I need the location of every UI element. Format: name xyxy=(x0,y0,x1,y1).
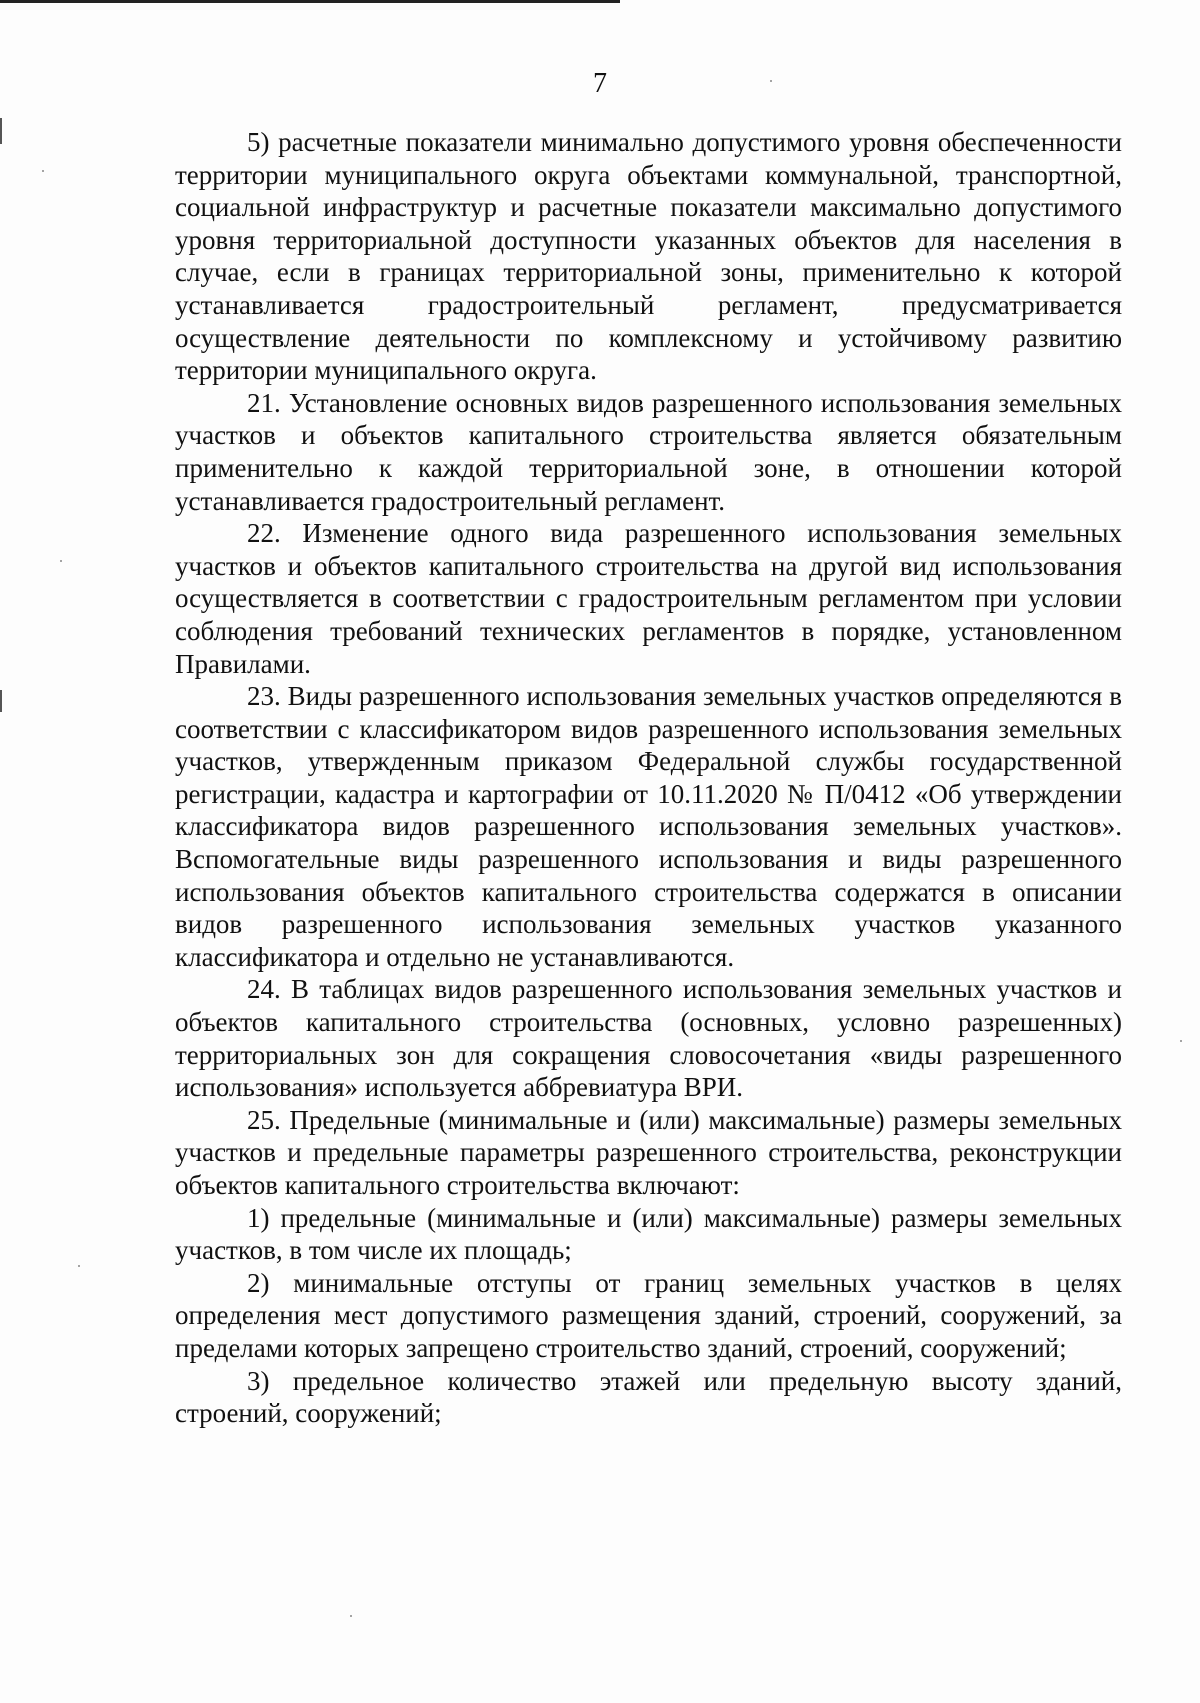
page-number: 7 xyxy=(593,68,607,99)
paragraph-24: 24. В таблицах видов разрешенного использования земельных участков и объектов капитального строительства (основных, условно разрешенных) территориальных зон для сокращения словосочетания «виды разрешенного использования» используется аббревиатура ВРИ. xyxy=(175,974,1122,1103)
paragraph-22: 22. Изменение одного вида разрешенного использования земельных участков и объектов капитального строительства на другой вид использования осуществляется в соответствии с градостроительным регламентом при условии соблюдения требований технических регламентов в порядке, установленном Правилами. xyxy=(175,518,1122,679)
scan-edge-mark xyxy=(0,118,2,144)
paragraph-25: 25. Предельные (минимальные и (или) максимальные) размеры земельных участков и предельные параметры разрешенного строительства, реконструкции объектов капитального строительства включают: xyxy=(175,1104,1122,1200)
paragraph-21: 21. Установление основных видов разрешенного использования земельных участков и объектов капитального строительства является обязательным применительно к каждой территориальной зоне, в отношении которой устанавливается градостроительный регламент. xyxy=(175,387,1122,516)
paragraph-item-5: 5) расчетные показатели минимально допустимого уровня обеспеченности территории муниципального округа объектами коммунальной, транспортной, социальной инфраструктур и расчетные показатели максимально допустимого уровня территориальной доступности указанных объектов для населения в случае, если в границах территориальной зоны, применительно к которой устанавливается градостроительный регламент, предусматривается осуществление деятельности по комплексному и устойчивому развитию территории муниципального округа. xyxy=(175,127,1122,386)
paragraph-23: 23. Виды разрешенного использования земельных участков определяются в соответствии с классификатором видов разрешенного использования земельных участков, утвержденным приказом Федеральной службы государственной регистрации, кадастра и картографии от 10.11.2020 № П/0412 «Об утверждении классификатора видов разрешенного использования земельных участков». Вспомогательные виды разрешенного использования и виды разрешенного использования объектов капитального строительства содержатся в описании видов разрешенного использования земельных участков указанного классификатора и отдельно не устанавливаются. xyxy=(175,681,1122,972)
scan-speck xyxy=(78,1265,80,1267)
top-border-line xyxy=(0,0,620,3)
paragraph-25-item-2: 2) минимальные отступы от границ земельных участков в целях определения мест допустимого размещения зданий, строений, сооружений, за пределами которых запрещено строительство зданий, строений, сооружений; xyxy=(175,1267,1122,1363)
scan-speck xyxy=(60,560,62,562)
scan-speck xyxy=(350,1615,352,1617)
scan-edge-mark xyxy=(0,690,2,712)
paragraph-25-item-1: 1) предельные (минимальные и (или) максимальные) размеры земельных участков, в том числе их площадь; xyxy=(175,1202,1122,1266)
document-body xyxy=(175,126,1122,1430)
scan-speck xyxy=(42,170,44,172)
scan-speck xyxy=(1180,1040,1182,1042)
paragraph-25-item-3: 3) предельное количество этажей или предельную высоту зданий, строений, сооружений; xyxy=(175,1365,1122,1429)
